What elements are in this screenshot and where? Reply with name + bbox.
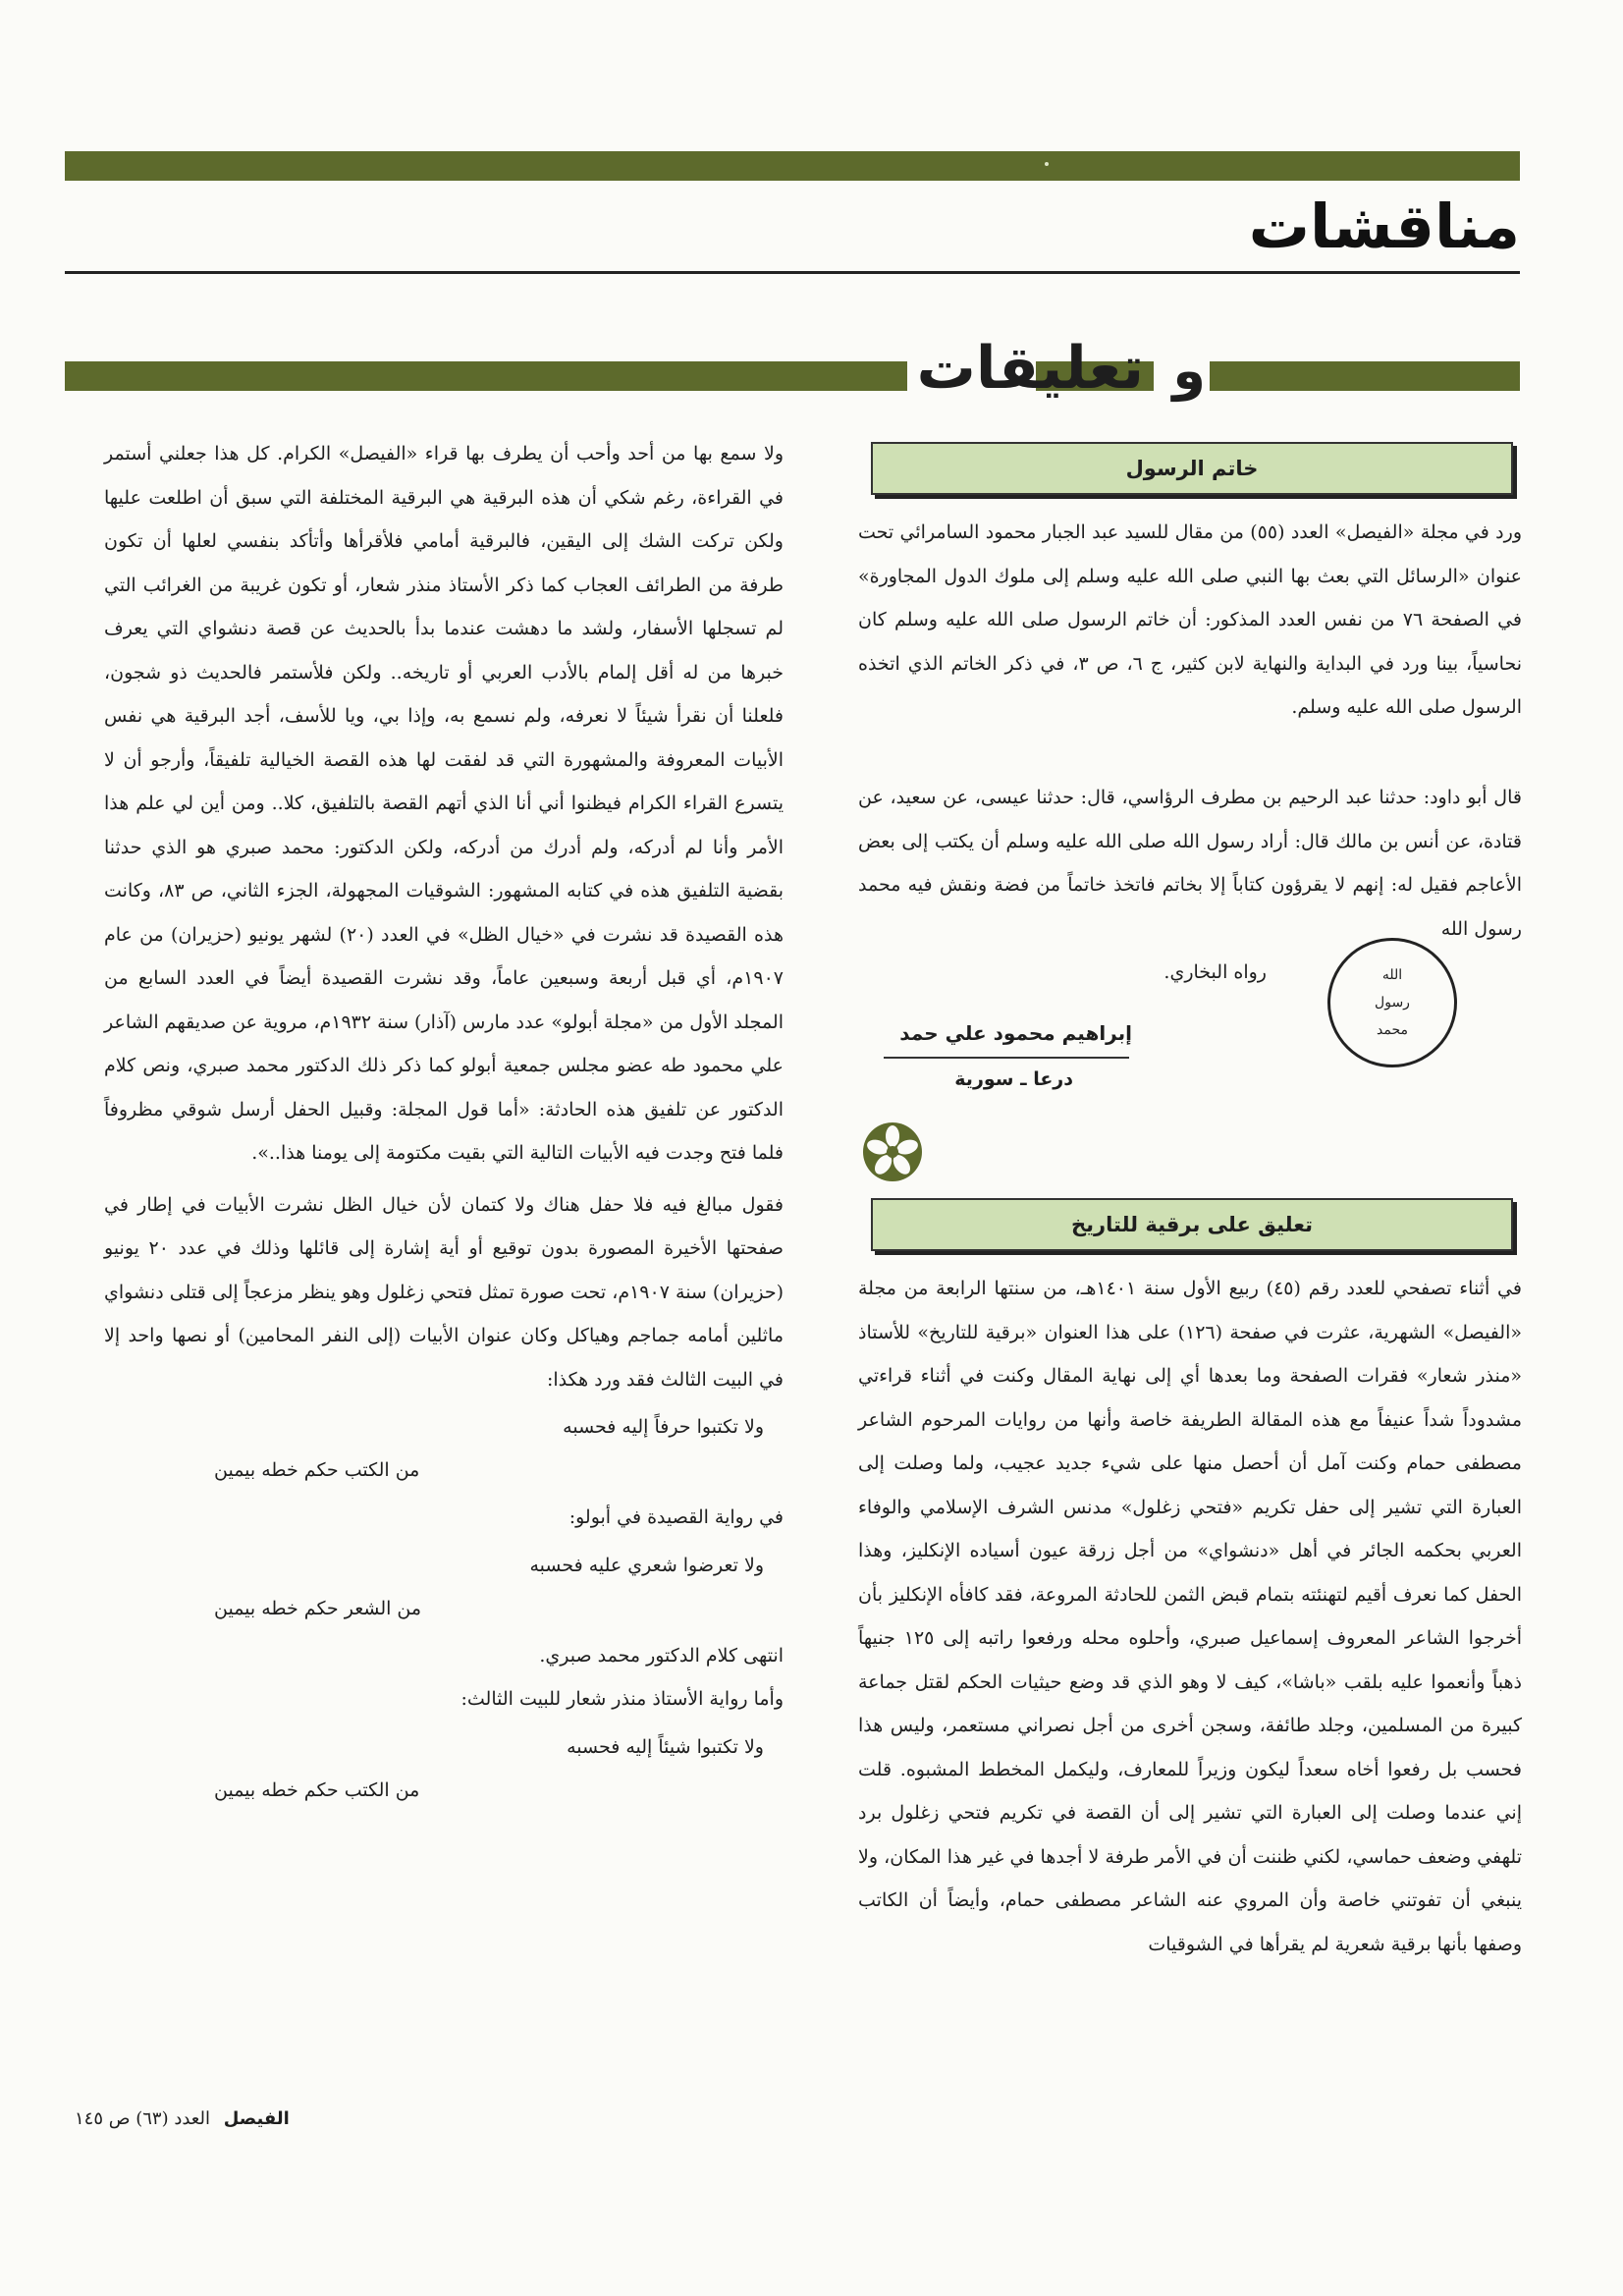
header-rule [65, 271, 1520, 274]
verse-2 [104, 1544, 784, 1630]
author-name: إبراهيم محمود علي حمد [899, 1021, 1132, 1045]
magazine-logo: الفيصل [223, 2108, 290, 2129]
page-footer [75, 2108, 290, 2129]
prophet-seal-image [1327, 938, 1457, 1067]
apollo-intro: في رواية القصيدة في أبولو: [568, 1506, 784, 1528]
article-title-telegram: تعليق على برقية للتاريخ [871, 1198, 1513, 1251]
hadith-text: قال أبو داود: حدثنا عبد الرحيم بن مطرف الرؤاسي، قال: حدثنا عيسى، عن سعيد، عن قتادة، عن أنس بن مالك قال: أراد رسول الله صلى الله عليه وسلم أن يكتب إلى بعض الأعاجم فقيل له: إنهم لا يقرؤون كتاباً إلا بخاتم فاتخذ خاتماً من فضة ونقش فيه محمد رسول الله [858, 787, 1522, 940]
section-title: مناقشات [1248, 191, 1520, 262]
subtitle-bar-left [65, 361, 907, 391]
article-body-right [858, 1267, 1522, 1966]
subtitle-bar-right [1210, 361, 1520, 391]
header-dot [1045, 162, 1049, 166]
article-body-left [104, 432, 784, 1816]
verse-1-second-hemistich: من الكتب حكم خطه بيمين [214, 1459, 420, 1481]
continuation-paragraph-1: ولا سمع بها من أحد وأحب أن يطرف بها قراء «الفيصل» الكرام. كل هذا جعلني أستمر في القراءة، رغم شكي أن هذه البرقية هي البرقية المختلفة التي سبق أن اطلعت عليها ولكن تركت الشك إلى اليقين، فالبرقية أمامي فلأقرأها وأتأكد بنفسي لعلها أن تكون طرفة من الطرائف العجاب كما ذكر الأستاذ منذر شعار، أو تكون غريبة من الغرائب التي لم تسجلها الأسفار، ولشد ما دهشت عندما بدأ بالحديث عن قصة دنشواي التي يعرف خبرها من له أقل إلمام بالأدب العربي أو تاريخه.. ولكن فلأستمر فالحديث ذو شجون، فلعلنا أن نقرأ شيئاً لا نعرفه، ولم نسمع به، وإذا بي، ويا للأسف، أجد البرقية هي نفس الأبيات المعروفة والمشهورة التي قد لفقت لها هذه القصة الخيالية تلفيقاً، وأرجو أن لا يتسرع القراء الكرام فيظنوا أني أنا الذي أتهم القصة بالتلفيق، كلا.. ومن أين لي علم هذا الأمر وأنا لم أدركه، ولم أدرك من أدركه، ولكن الدكتور: محمد صبري هو الذي حدثنا بقضية التلفيق هذه في كتابه المشهور: الشوقيات المجهولة، الجزء الثاني، ص ٨٣، وكانت هذه القصيدة قد نشرت في «خيال الظل» في العدد (٢٠) لشهر يونيو (حزيران) من عام ١٩٠٧م، أي قبل أربعة وسبعين عاماً، وقد نشرت القصيدة أيضاً في العدد السابع من المجلد الأول من «مجلة أبولو» عدد مارس (آذار) سنة ١٩٣٢م، مروية عن صديقهم الشاعر علي محمود طه عضو مجلس جمعية أبولو كما ذكر ذلك الدكتور محمد صبري، ونص كلام الدكتور عن تلفيق هذه الحادثة: «أما قول المجلة: وقبيل الحفل أرسل شوقي مظروفاً فلما فتح وجدت فيه الأبيات التالية التي بقيت مكتومة إلى يومنا هذا..». [104, 443, 784, 1164]
verse-3-second-hemistich: من الكتب حكم خطه بيمين [214, 1778, 420, 1801]
verse-1 [104, 1405, 784, 1492]
verse-3 [104, 1725, 784, 1812]
end-quote: انتهى كلام الدكتور محمد صبري. [539, 1644, 784, 1667]
issue-page-number: العدد (٦٣) ص ١٤٥ [75, 2108, 210, 2129]
munzir-intro: وأما رواية الأستاذ منذر شعار للبيت الثالث: [460, 1688, 784, 1710]
article-title-prophet-seal: خاتم الرسول [871, 442, 1513, 495]
hadith-source: رواه البخاري. [1163, 961, 1267, 983]
article-intro-text: ورد في مجلة «الفيصل» العدد (٥٥) من مقال للسيد عبد الجبار محمود السامرائي تحت عنوان «الرسائل التي بعث بها النبي صلى الله عليه وسلم إلى ملوك الدول المجاورة» في الصفحة ٧٦ من نفس العدد المذكور: أن خاتم الرسول صلى الله عليه وسلم كان نحاسياً، بينا ورد في البداية والنهاية لابن كثير، ج ٦، ص ٣، في ذكر الخاتم الذي اتخذه الرسول صلى الله عليه وسلم. [858, 521, 1522, 718]
author-location: درعا ـ سورية [954, 1068, 1073, 1090]
verse-2-first-hemistich: ولا تعرضوا شعري عليه فحسبه [529, 1554, 764, 1576]
seal-line-1: الله [1381, 967, 1403, 983]
article-intro [858, 511, 1522, 730]
seal-line-3: محمد [1377, 1022, 1408, 1038]
flower-ornament-icon [860, 1120, 925, 1184]
article-body-text: في أثناء تصفحي للعدد رقم (٤٥) ربيع الأول سنة ١٤٠١هـ، من سنتها الرابعة من مجلة «الفيصل» الشهرية، عثرت في صفحة (١٢٦) على هذا العنوان «برقية للتاريخ» للأستاذ «منذر شعار» فقرات الصفحة وما بعدها أي إلى نهاية المقال وكنت في أثناء قراءتي مشدوداً شداً عنيفاً مع هذه المقالة الطريفة خاصة وأنها من روايات المرحوم الشاعر مصطفى حمام وكنت آمل أن أحصل منها على شيء جديد عجيب، ولما وصلت إلى العبارة التي تشير إلى حفل تكريم «فتحي زغلول» مدنس الشرف الإسلامي والوفاء العربي بحكمه الجائر في أهل «دنشواي» من أجل زرقة عيون أسياده الإنكليز، وهذا الحفل كما نعرف أقيم لتهنئته بتمام قبض الثمن للحادثة المروعة، فقد كافأه الإنكليز بأن أخرجوا الشاعر المعروف إسماعيل صبري، وأحلوه محله ورفعوا راتبه إلى ١٢٥ جنيهاً ذهباً وأنعموا عليه بلقب «باشا»، كيف لا وهو الذي قد وضع حيثيات الحكم لقتل جماعة كبيرة من المسلمين، وجلد طائفة، وسجن أخرى من أجل نصراني مستعمر، وليس هذا فحسب بل رفعوا أخاه سعداً ليكون وزيراً للمعارف، وليكمل المخطط المشبوه. قلت إني عندما وصلت إلى العبارة التي تشير إلى أن القصة في تكريم فتحي زغلول برد تلهفي وضعف حماسي، لكني ظننت أن في الأمر طرفة لا أجدها في غير هذا المكان، ولا ينبغي أن تفوتني خاصة وأن المروي عنه الشاعر مصطفى حمام، وأيضاً أن الكاتب وصفها بأنها برقية شعرية لم يقرأها في الشوقيات [858, 1278, 1523, 1955]
continuation-paragraph-2: فقول مبالغ فيه فلا حفل هناك ولا كتمان لأن خيال الظل نشرت الأبيات في إطار في صفحتها الأخيرة المصورة بدون توقيع أو أية إشارة إلى قائلها وذلك في عدد ٢٠ يونيو (حزيران) سنة ١٩٠٧م، تحت صورة تمثل فتحي زغلول وهو ينظر مزعجاً إلى قتلى دنشواي ماثلين أمامه جماجم وهياكل وكان عنوان الأبيات (إلى النفر المحامين) أو نصها واحد إلا في البيت الثالث فقد ورد هكذا: [104, 1193, 784, 1391]
section-subtitle: تعليقات [916, 334, 1144, 403]
verse-2-second-hemistich: من الشعر حكم خطه بيمين [214, 1597, 422, 1619]
header-top-bar [65, 151, 1520, 181]
section-conjunction: و [1172, 340, 1206, 402]
verse-1-first-hemistich: ولا تكتبوا حرفاً إليه فحسبه [563, 1416, 764, 1438]
verse-3-first-hemistich: ولا تكتبوا شيئاً إليه فحسبه [567, 1735, 764, 1758]
signature-underline [884, 1057, 1129, 1059]
seal-line-2: رسول [1375, 995, 1410, 1011]
